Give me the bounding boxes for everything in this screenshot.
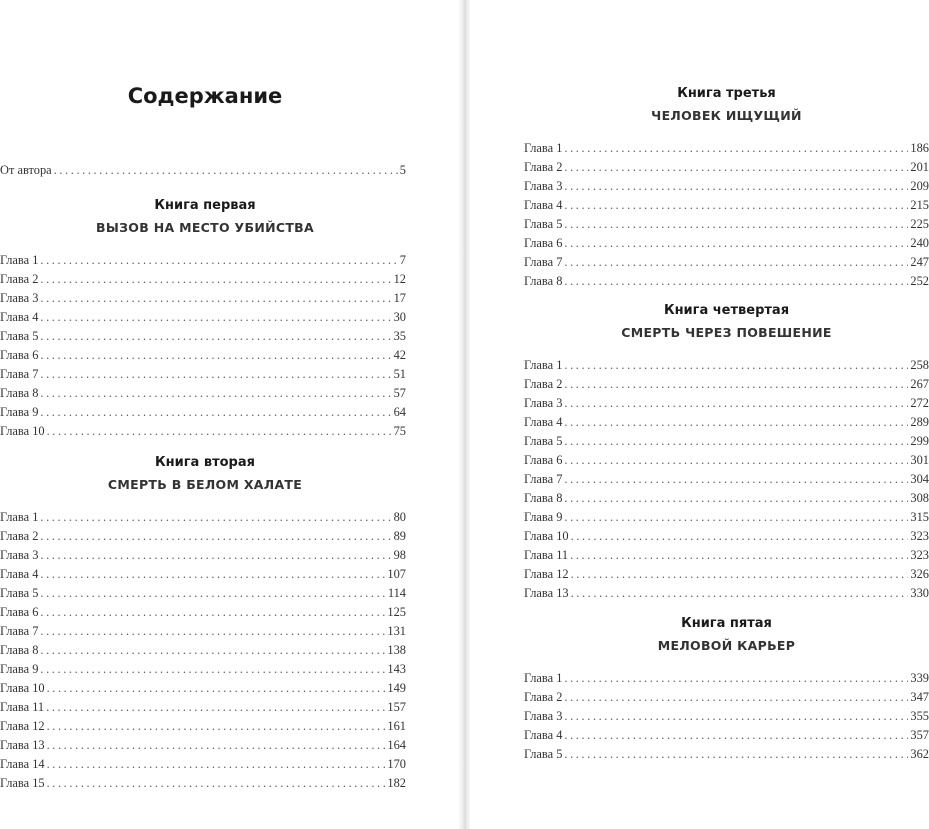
dot-leader	[40, 622, 385, 641]
chapter-page: 326	[910, 567, 929, 581]
chapter-page: 289	[910, 415, 929, 429]
chapter-page: 304	[910, 472, 929, 486]
chapter-label: Глава 5	[524, 434, 563, 448]
dot-leader	[40, 327, 391, 346]
chapter-label: Глава 9	[0, 405, 39, 419]
toc-entry[interactable]	[0, 774, 406, 793]
dot-leader	[40, 403, 391, 422]
chapter-label: Глава 2	[524, 377, 563, 391]
toc-entry[interactable]	[524, 139, 929, 158]
dot-leader	[47, 717, 386, 736]
dot-leader	[564, 375, 908, 394]
chapter-page: 51	[393, 367, 406, 381]
dot-leader	[40, 641, 385, 660]
chapter-label: Глава 6	[0, 348, 39, 362]
chapter-page: 267	[910, 377, 929, 391]
toc-entry[interactable]	[0, 565, 406, 584]
dot-leader	[40, 251, 397, 270]
dot-leader	[564, 470, 908, 489]
dot-leader	[40, 508, 391, 527]
chapter-page: 98	[393, 548, 406, 562]
chapter-page: 161	[387, 719, 406, 733]
toc-entry[interactable]	[0, 422, 406, 441]
toc-entry[interactable]	[0, 308, 406, 327]
toc-entry[interactable]	[524, 253, 929, 272]
book-title: Книга четвертая	[663, 303, 790, 318]
chapter-page: 57	[393, 386, 406, 400]
chapter-label: Глава 13	[0, 738, 45, 752]
chapter-label: Глава 11	[0, 700, 45, 714]
chapter-page: 42	[393, 348, 406, 362]
chapter-label: Глава 5	[524, 217, 563, 231]
chapter-page: 308	[910, 491, 929, 505]
chapter-page: 12	[393, 272, 406, 286]
chapter-label: Глава 7	[524, 255, 563, 269]
dot-leader	[564, 177, 908, 196]
toc-entry[interactable]	[0, 270, 406, 289]
toc-entry[interactable]	[0, 327, 406, 346]
book-title: Книга пятая	[681, 616, 772, 631]
chapter-page: 323	[910, 548, 929, 562]
dot-leader	[40, 346, 391, 365]
entry-label: От автора	[0, 163, 52, 177]
dot-leader	[564, 234, 908, 253]
dot-leader	[564, 669, 908, 688]
chapter-page: 225	[910, 217, 929, 231]
toc-entry[interactable]	[0, 251, 406, 270]
dot-leader	[47, 755, 386, 774]
entry-page: 5	[399, 163, 406, 177]
chapter-label: Глава 1	[0, 510, 39, 524]
dot-leader	[54, 161, 398, 180]
book-subtitle: ВЫЗОВ НА МЕСТО УБИЙСТВА	[96, 220, 314, 235]
dot-leader	[564, 745, 908, 764]
dot-leader	[564, 356, 908, 375]
chapter-label: Глава 2	[524, 690, 563, 704]
chapter-label: Глава 8	[0, 386, 39, 400]
dot-leader	[47, 422, 392, 441]
chapter-label: Глава 3	[524, 179, 563, 193]
toc-entry[interactable]	[0, 641, 406, 660]
dot-leader	[40, 603, 385, 622]
chapter-label: Глава 12	[0, 719, 45, 733]
toc-entry[interactable]	[0, 289, 406, 308]
dot-leader	[570, 546, 908, 565]
chapter-page: 149	[387, 681, 406, 695]
dot-leader	[40, 584, 385, 603]
dot-leader	[40, 660, 385, 679]
chapter-page: 258	[910, 358, 929, 372]
toc-entry[interactable]	[524, 272, 929, 291]
chapter-page: 143	[387, 662, 406, 676]
dot-leader	[571, 584, 909, 603]
dot-leader	[40, 527, 391, 546]
chapter-label: Глава 9	[524, 510, 563, 524]
chapter-label: Глава 3	[0, 291, 39, 305]
chapter-page: 339	[910, 671, 929, 685]
toc-entry[interactable]	[0, 546, 406, 565]
dot-leader	[40, 308, 391, 327]
chapter-label: Глава 1	[524, 141, 563, 155]
toc-entry[interactable]	[0, 527, 406, 546]
toc-entry[interactable]	[0, 736, 406, 755]
toc-entry[interactable]	[524, 688, 929, 707]
toc-entry[interactable]	[0, 660, 406, 679]
toc-entry[interactable]	[524, 527, 929, 546]
chapter-page: 75	[393, 424, 406, 438]
chapter-label: Глава 6	[524, 236, 563, 250]
chapter-label: Глава 5	[524, 747, 563, 761]
chapter-page: 323	[910, 529, 929, 543]
toc-entry[interactable]	[0, 508, 406, 527]
dot-leader	[564, 139, 908, 158]
toc-entry[interactable]	[524, 584, 929, 603]
chapter-page: 201	[910, 160, 929, 174]
toc-entry[interactable]	[524, 489, 929, 508]
dot-leader	[564, 688, 908, 707]
chapter-page: 357	[910, 728, 929, 742]
chapter-page: 247	[910, 255, 929, 269]
dot-leader	[564, 215, 908, 234]
chapter-label: Глава 3	[0, 548, 39, 562]
toc-entry[interactable]	[0, 679, 406, 698]
chapter-label: Глава 14	[0, 757, 45, 771]
toc-entry[interactable]	[524, 546, 929, 565]
chapter-page: 114	[387, 586, 406, 600]
toc-entry-intro[interactable]	[0, 161, 406, 180]
chapter-label: Глава 3	[524, 396, 563, 410]
chapter-label: Глава 12	[524, 567, 569, 581]
chapter-page: 125	[387, 605, 406, 619]
toc-entry[interactable]	[524, 726, 929, 745]
dot-leader	[571, 565, 909, 584]
toc-entry[interactable]	[524, 565, 929, 584]
chapter-label: Глава 1	[524, 358, 563, 372]
dot-leader	[40, 289, 391, 308]
chapter-page: 186	[910, 141, 929, 155]
chapter-label: Глава 11	[524, 548, 569, 562]
chapter-page: 7	[399, 253, 406, 267]
chapter-label: Глава 4	[524, 415, 563, 429]
dot-leader	[40, 546, 391, 565]
toc-entry[interactable]	[0, 755, 406, 774]
toc-entry[interactable]	[0, 346, 406, 365]
chapter-label: Глава 2	[0, 529, 39, 543]
toc-entry[interactable]	[524, 375, 929, 394]
toc-entry[interactable]	[524, 394, 929, 413]
chapter-label: Глава 1	[0, 253, 39, 267]
chapter-page: 157	[387, 700, 406, 714]
chapter-page: 80	[393, 510, 406, 524]
toc-title: Содержание	[127, 84, 283, 108]
chapter-page: 299	[910, 434, 929, 448]
dot-leader	[564, 432, 908, 451]
dot-leader	[40, 565, 385, 584]
chapter-label: Глава 1	[524, 671, 563, 685]
chapter-page: 164	[387, 738, 406, 752]
chapter-label: Глава 8	[0, 643, 39, 657]
toc-entry[interactable]	[524, 196, 929, 215]
chapter-label: Глава 2	[524, 160, 563, 174]
toc-entry[interactable]	[524, 158, 929, 177]
toc-entry[interactable]	[524, 669, 929, 688]
toc-entry[interactable]	[524, 432, 929, 451]
dot-leader	[571, 527, 909, 546]
chapter-page: 131	[387, 624, 406, 638]
dot-leader	[40, 365, 391, 384]
toc-entry[interactable]	[0, 365, 406, 384]
chapter-page: 330	[910, 586, 929, 600]
dot-leader	[47, 774, 386, 793]
toc-entry[interactable]	[524, 413, 929, 432]
chapter-page: 252	[910, 274, 929, 288]
toc-entry[interactable]	[524, 707, 929, 726]
dot-leader	[564, 726, 908, 745]
dot-leader	[564, 253, 908, 272]
book-subtitle: МЕЛОВОЙ КАРЬЕР	[657, 638, 796, 653]
right-page	[470, 0, 929, 829]
toc-entry[interactable]	[524, 356, 929, 375]
chapter-label: Глава 4	[0, 567, 39, 581]
chapter-label: Глава 4	[524, 198, 563, 212]
chapter-page: 138	[387, 643, 406, 657]
dot-leader	[564, 413, 908, 432]
chapter-page: 170	[387, 757, 406, 771]
chapter-label: Глава 10	[0, 424, 45, 438]
dot-leader	[564, 707, 908, 726]
chapter-page: 89	[393, 529, 406, 543]
dot-leader	[564, 451, 908, 470]
chapter-label: Глава 4	[0, 310, 39, 324]
chapter-page: 64	[393, 405, 406, 419]
chapter-page: 30	[393, 310, 406, 324]
toc-entry[interactable]	[0, 622, 406, 641]
chapter-page: 315	[910, 510, 929, 524]
dot-leader	[46, 698, 385, 717]
chapter-label: Глава 6	[0, 605, 39, 619]
chapter-label: Глава 7	[0, 624, 39, 638]
chapter-page: 301	[910, 453, 929, 467]
dot-leader	[40, 384, 391, 403]
chapter-page: 182	[387, 776, 406, 790]
toc-entry[interactable]	[524, 508, 929, 527]
chapter-page: 272	[910, 396, 929, 410]
chapter-label: Глава 10	[524, 529, 569, 543]
chapter-page: 355	[910, 709, 929, 723]
chapter-label: Глава 9	[0, 662, 39, 676]
chapter-page: 209	[910, 179, 929, 193]
book-subtitle: СМЕРТЬ ЧЕРЕЗ ПОВЕШЕНИЕ	[621, 325, 832, 340]
chapter-page: 35	[393, 329, 406, 343]
dot-leader	[564, 272, 908, 291]
chapter-label: Глава 15	[0, 776, 45, 790]
book-subtitle: ЧЕЛОВЕК ИЩУЩИЙ	[651, 108, 802, 123]
dot-leader	[40, 270, 391, 289]
left-page	[0, 0, 462, 829]
chapter-label: Глава 4	[524, 728, 563, 742]
chapter-label: Глава 3	[524, 709, 563, 723]
dot-leader	[564, 394, 908, 413]
book-title: Книга первая	[154, 198, 256, 213]
toc-entry[interactable]	[0, 403, 406, 422]
chapter-label: Глава 7	[0, 367, 39, 381]
dot-leader	[564, 196, 908, 215]
chapter-page: 215	[910, 198, 929, 212]
dot-leader	[47, 736, 386, 755]
chapter-label: Глава 10	[0, 681, 45, 695]
chapter-label: Глава 13	[524, 586, 569, 600]
chapter-page: 240	[910, 236, 929, 250]
dot-leader	[564, 158, 908, 177]
toc-entry[interactable]	[0, 698, 406, 717]
toc-entry[interactable]	[524, 745, 929, 764]
dot-leader	[564, 489, 908, 508]
dot-leader	[47, 679, 386, 698]
chapter-page: 347	[910, 690, 929, 704]
toc-entry[interactable]	[524, 215, 929, 234]
dot-leader	[564, 508, 908, 527]
book-title: Книга вторая	[155, 455, 255, 470]
toc-entry[interactable]	[0, 603, 406, 622]
chapter-page: 17	[393, 291, 406, 305]
book-subtitle: СМЕРТЬ В БЕЛОМ ХАЛАТЕ	[107, 477, 303, 492]
book-title: Книга третья	[677, 86, 776, 101]
toc-entry[interactable]	[524, 451, 929, 470]
chapter-label: Глава 5	[0, 586, 39, 600]
toc-entry[interactable]	[524, 470, 929, 489]
toc-entry[interactable]	[524, 234, 929, 253]
toc-entry[interactable]	[0, 384, 406, 403]
toc-entry[interactable]	[0, 717, 406, 736]
toc-entry[interactable]	[0, 584, 406, 603]
chapter-label: Глава 8	[524, 274, 563, 288]
chapter-label: Глава 6	[524, 453, 563, 467]
chapter-label: Глава 5	[0, 329, 39, 343]
chapter-label: Глава 7	[524, 472, 563, 486]
chapter-label: Глава 2	[0, 272, 39, 286]
toc-entry[interactable]	[524, 177, 929, 196]
chapter-label: Глава 8	[524, 491, 563, 505]
chapter-page: 107	[387, 567, 406, 581]
chapter-page: 362	[910, 747, 929, 761]
